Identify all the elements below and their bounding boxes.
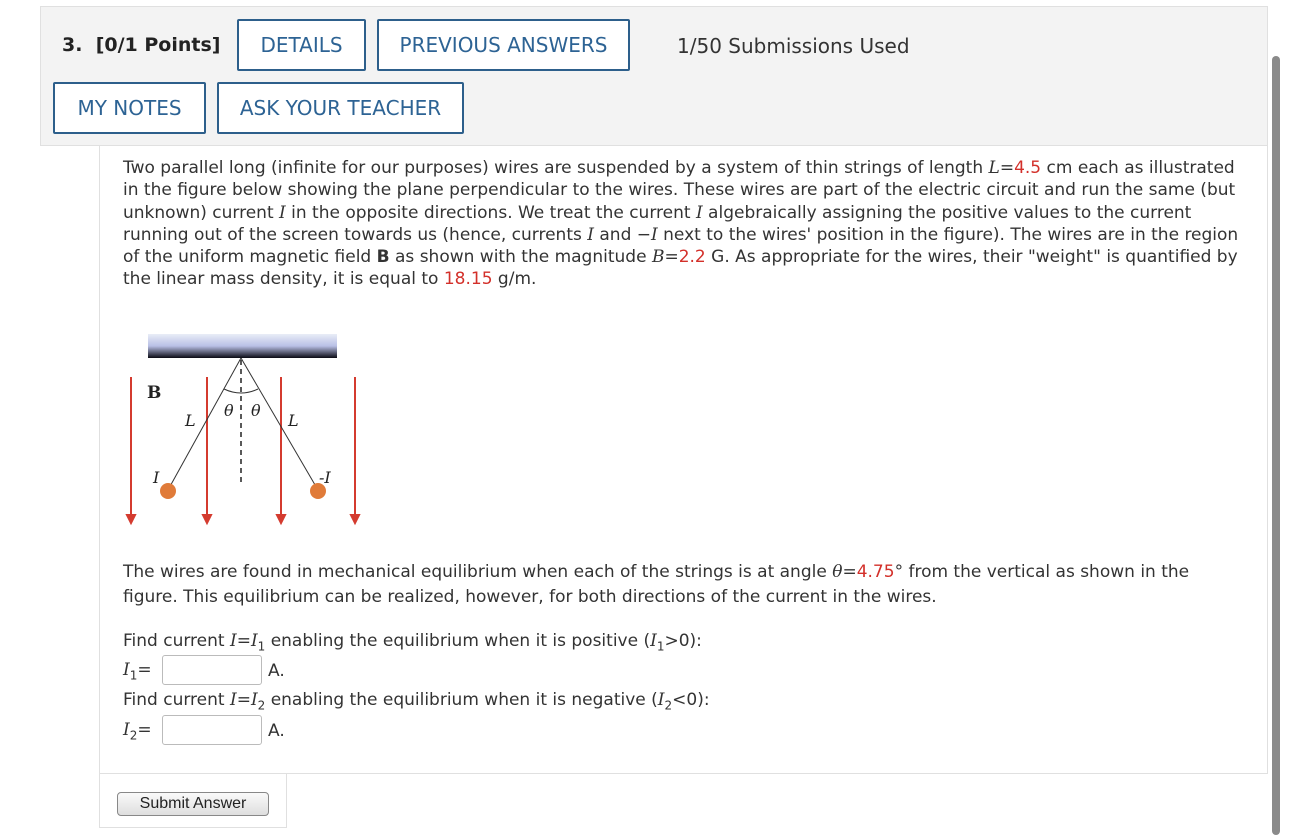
left-current-label: I (153, 468, 160, 487)
I2-unit: A. (268, 721, 285, 741)
my-notes-button[interactable]: MY NOTES (53, 82, 206, 134)
figure-suspended-wires (120, 330, 370, 530)
scrollbar[interactable] (1272, 56, 1280, 835)
I2-input[interactable] (162, 715, 262, 745)
previous-answers-button[interactable]: PREVIOUS ANSWERS (377, 19, 630, 71)
field-arrowhead (203, 515, 211, 523)
left-wire-mass (160, 483, 176, 499)
question-points: [0/1 Points] (95, 34, 221, 56)
field-label: B (147, 383, 162, 403)
submit-answer-button[interactable]: Submit Answer (117, 792, 269, 816)
right-string (241, 358, 318, 490)
question-I2-prompt: Find current $I=I_2$ enabling the equilibrium when it is negative $(I_2<0)$: (123, 690, 710, 713)
left-length-label: L (185, 411, 196, 430)
left-string (168, 358, 241, 490)
left-angle-label: θ (224, 401, 234, 420)
question-title (62, 34, 220, 56)
field-arrowhead (277, 515, 285, 523)
right-current-label: -I (319, 468, 331, 487)
angle-value: 4.75 (856, 562, 895, 582)
right-length-label: L (288, 411, 299, 430)
right-angle-label: θ (251, 401, 261, 420)
I2-label: $I_2=$ (123, 720, 152, 743)
length-value: 4.5 (1014, 158, 1042, 178)
question-I1-prompt: Find current $I=I_1$ enabling the equilibrium when it is positive $(I_1>0)$: (123, 631, 702, 654)
field-arrowhead (127, 515, 135, 523)
details-button[interactable]: DETAILS (237, 19, 366, 71)
submissions-used: 1/50 Submissions Used (677, 34, 910, 58)
problem-statement: Two parallel long (infinite for our purposes) wires are suspended by a system of thin strings of length L=4.5 cm each as illustrated in the figure below showing the plane perpendicular to the wires. These wires are part of the electric circuit and run the same (but unknown) current I in the opposite directions. We treat the current I algebraically assigning the positive values to the current running out of the screen towards us (hence, currents I and −I next to the wires' position in the figure). The wires are in the region of the uniform magnetic field B as shown with the magnitude B=2.2 G. As appropriate for the wires, their "weight" is quantified by the linear mass density, it is equal to 18.15 g/m. (123, 158, 1239, 290)
I1-label: $I_1=$ (123, 660, 152, 683)
equilibrium-statement: The wires are found in mechanical equilibrium when each of the strings is at angle θ=4.75° from the vertical as shown in the figure. This equilibrium can be realized, however, for both directions of the current in the wires. (123, 562, 1190, 607)
field-arrowhead (351, 515, 359, 523)
I1-unit: A. (268, 661, 285, 681)
density-value: 18.15 (443, 269, 493, 290)
ceiling-bar (148, 334, 337, 358)
ask-teacher-button[interactable]: ASK YOUR TEACHER (217, 82, 464, 134)
I1-input[interactable] (162, 655, 262, 685)
question-number: 3. (62, 34, 83, 56)
field-value: 2.2 (678, 247, 706, 268)
